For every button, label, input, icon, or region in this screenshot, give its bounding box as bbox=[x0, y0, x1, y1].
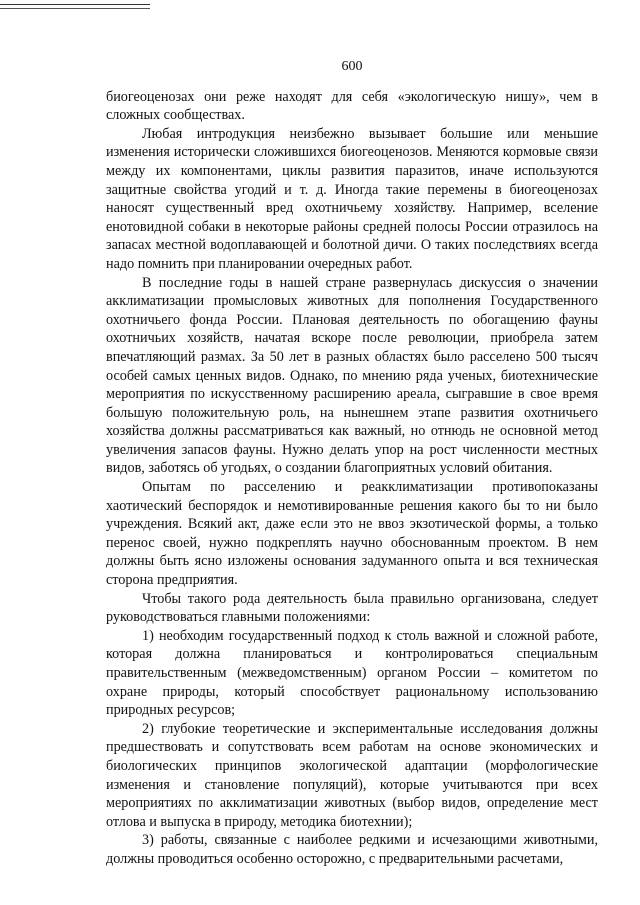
page-number: 600 bbox=[341, 59, 363, 74]
document-page bbox=[106, 58, 598, 869]
paragraph: Любая интродукция неизбежно вызывает большие или меньшие изменения исторически сложившихся биогеоценозов. Меняются кормовые связи между их компонентами, циклы развития паразитов, иначе используются защитные свойства угодий и т. д. Иногда такие перемены в биогеоценозах наносят существенный вред охотничьему хозяйству. Например, вселение енотовидной собаки в некоторые районы средней полосы России отразилось на запасах местной водоплавающей и болотной дичи. О таких последствиях всегда надо помнить при планировании очередных работ. bbox=[106, 125, 598, 272]
paragraph: Чтобы такого рода деятельность была правильно организована, следует руководствоваться главными положениями: bbox=[106, 590, 598, 626]
paragraph: Опытам по расселению и реакклиматизации противопоказаны хаотический беспорядок и немотивированные решения какого бы то ни было учреждения. Всякий акт, даже если это не ввоз экзотической формы, а только перенос своей, нужно подкреплять научно обоснованным проектом. В нем должны быть ясно изложены основания задуманного опыта и вся техническая сторона предприятия. bbox=[106, 479, 598, 589]
header-rule-secondary bbox=[0, 8, 150, 9]
body-text bbox=[106, 88, 598, 869]
paragraph: 1) необходим государственный подход к столь важной и сложной работе, которая должна планироваться и контролироваться специальным правительственным (межведомственным) органом России – комитетом по охране природы, который способствует рациональному использованию природных ресурсов; bbox=[106, 627, 598, 719]
paragraph: В последние годы в нашей стране развернулась дискуссия о значении акклиматизации промысловых животных для пополнения Государственного охотничьего фонда России. Плановая деятельность по обогащению фауны охотничьих хозяйств, начатая вскоре после революции, приобрела затем впечатляющий размах. За 50 лет в разных областях было расселено 500 тысяч особей самых ценных видов. Однако, по мнению ряда ученых, биотехнические мероприятия по искусственному расширению ареала, сыгравшие в свое время большую положительную роль, на нынешнем этапе развития охотничьего хозяйства должны рассматриваться как важный, но отнюдь не основной метод увеличения запасов фауны. Нужно делать упор на рост численности местных видов, заботясь об угодьях, о создании благоприятных условий обитания. bbox=[106, 274, 598, 477]
paragraph: биогеоценозах они реже находят для себя «экологическую нишу», чем в сложных сообществах. bbox=[106, 88, 598, 124]
paragraph: 3) работы, связанные с наиболее редкими и исчезающими животными, должны проводиться особенно осторожно, с предварительными расчетами, bbox=[106, 832, 598, 867]
header-rule bbox=[0, 4, 150, 5]
paragraph: 2) глубокие теоретические и экспериментальные исследования должны предшествовать и сопутствовать всем работам на основе экономических и биологических принципов экологической адаптации (морфологические изменения и становление популяций), которые учитываются при всех мероприятиях по акклиматизации животных (выбор видов, определение мест отлова и выпуска в природу, методика биотехнии); bbox=[106, 720, 598, 830]
